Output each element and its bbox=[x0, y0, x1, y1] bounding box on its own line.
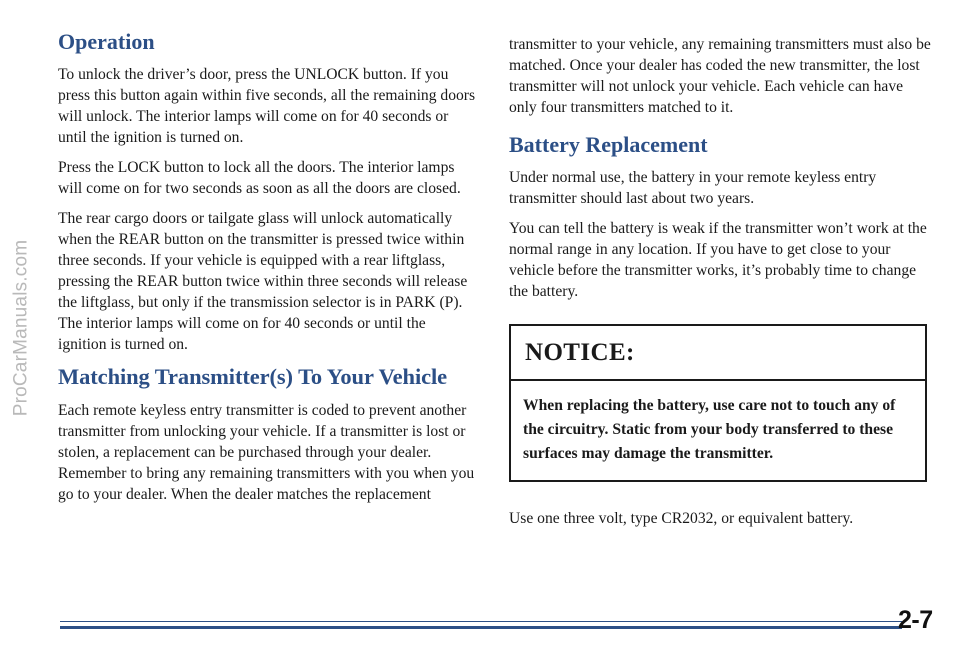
operation-paragraph-3: The rear cargo doors or tailgate glass will unlock automatically when the REAR button on the transmitter is pressed twice within three seconds. If your vehicle is equipped with a rear liftglass, pressing the REAR button twice within three seconds will release the liftglass, but only if the transmission selector is in PARK (P). The interior lamps will come on for 40 seconds or until the ignition is turned on. bbox=[58, 210, 468, 354]
page-number: 2-7 bbox=[898, 606, 933, 634]
operation-paragraph-1: To unlock the driver’s door, press the UNLOCK button. If you press this button again within five seconds, all the remaining doors will unlock. The interior lamps will come on for 40 seconds or until the ignition is turned on. bbox=[58, 66, 476, 147]
watermark-text: ProCarManuals.com bbox=[10, 239, 32, 417]
operation-heading: Operation bbox=[58, 29, 155, 54]
matching-paragraph: Each remote keyless entry transmitter is coded to prevent another transmitter from unlocking your vehicle. If a transmitter is lost or stolen, a replacement can be purchased through your dealer. Remember to bring any remaining transmitters with you when you go to your dealer. When the dealer matches the replacement bbox=[58, 401, 475, 503]
matching-heading: Matching Transmitter(s) To Your Vehicle bbox=[58, 364, 448, 390]
battery-paragraph-1: Under normal use, the battery in your remote keyless entry transmitter should last about two years. bbox=[509, 169, 877, 208]
right-column bbox=[509, 34, 933, 538]
operation-paragraph-2: Press the LOCK button to lock all the doors. The interior lamps will come on for two seconds as soon as all the doors are closed. bbox=[58, 159, 461, 198]
footer-rule bbox=[60, 626, 902, 629]
notice-box bbox=[509, 324, 927, 482]
notice-header bbox=[511, 326, 925, 381]
battery-paragraph-2: You can tell the battery is weak if the transmitter won’t work at the normal range in any location. If you have to get close to your vehicle before the transmitter works, it’s probably time to change the battery. bbox=[509, 220, 927, 301]
left-column bbox=[58, 30, 476, 514]
footer-rule-thin bbox=[60, 621, 902, 622]
battery-heading: Battery Replacement bbox=[509, 132, 708, 157]
watermark bbox=[6, 8, 36, 648]
notice-body: When replacing the battery, use care not to touch any of the circuitry. Static from your body transferred to these surfaces may damage the transmitter. bbox=[523, 397, 896, 463]
notice-title: NOTICE: bbox=[525, 339, 635, 367]
matching-continued-paragraph: transmitter to your vehicle, any remaining transmitters must also be matched. Once your dealer has coded the new transmitter, the lost transmitter will not unlock your vehicle. Each vehicle can have only four transmitters matched to it. bbox=[509, 36, 931, 116]
battery-type-paragraph: Use one three volt, type CR2032, or equivalent battery. bbox=[509, 510, 854, 528]
